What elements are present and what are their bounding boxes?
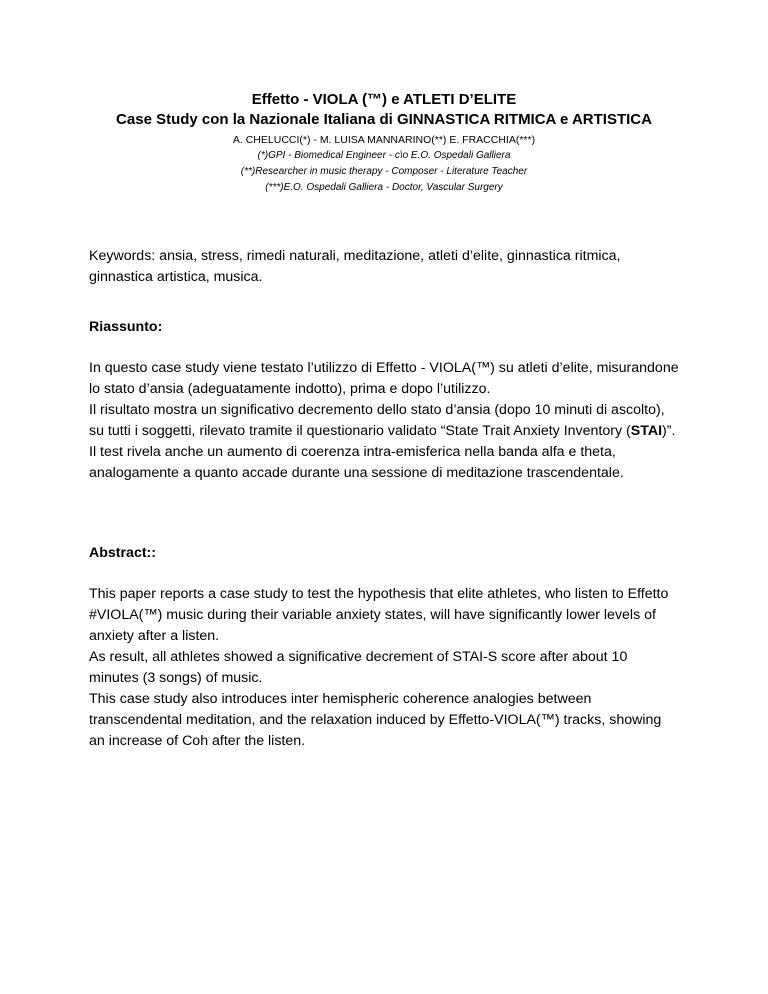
riassunto-line-1: In questo case study viene testato l’utilizzo di Effetto - VIOLA(™) su atleti d’elite, misurandone (89, 360, 679, 376)
abstract-line: transcendental meditation, and the relaxation induced by Effetto-VIOLA(™) tracks, showing (89, 712, 662, 728)
riassunto-line-4-post: )”. (662, 423, 676, 439)
affiliation-3: (***)E.O. Ospedali Galliera - Doctor, Vascular Surgery (265, 182, 503, 193)
abstract-title: Abstract:: (89, 545, 157, 561)
paper-header (0, 90, 768, 196)
abstract-line: #VIOLA(™) music during their variable anxiety states, will have significantly lower levels of (89, 607, 656, 623)
riassunto-line-3: Il risultato mostra un significativo decremento dello stato d’ansia (dopo 10 minuti di ascolto), (89, 402, 665, 418)
keywords-section (89, 246, 689, 288)
abstract-line: This paper reports a case study to test the hypothesis that elite athletes, who listen to Effetto (89, 586, 669, 602)
paper-title: Effetto - VIOLA (™) e ATLETI D’ELITE (251, 91, 517, 108)
stai-acronym: STAI (630, 423, 663, 439)
paper-subtitle: Case Study con la Nazionale Italiana di GINNASTICA RITMICA e ARTISTICA (116, 111, 652, 128)
riassunto-line-2: lo stato d’ansia (adeguatamente indotto), prima e dopo l’utilizzo. (89, 381, 491, 397)
abstract-line: minutes (3 songs) of music. (89, 670, 263, 686)
riassunto-title: Riassunto: (89, 319, 163, 335)
riassunto-line-6: analogamente a quanto accade durante una sessione di meditazione trascendentale. (89, 465, 624, 481)
abstract-heading (89, 543, 689, 564)
abstract-line: an increase of Coh after the listen. (89, 733, 306, 749)
affiliation-2: (**)Researcher in music therapy - Composer - Literature Teacher (240, 166, 528, 177)
riassunto-body (89, 358, 689, 484)
abstract-line: As result, all athletes showed a significative decrement of STAI-S score after about 10 (89, 649, 628, 665)
author-list: A. CHELUCCI(*) - M. LUISA MANNARINO(**) E. FRACCHIA(***) (232, 134, 536, 146)
affiliation-1: (*)GPI - Biomedical Engineer - c\o E.O. Ospedali Galliera (257, 150, 511, 161)
riassunto-line-5: Il test rivela anche un aumento di coerenza intra-emisferica nella banda alfa e theta, (89, 444, 616, 460)
keywords-line-1: Keywords: ansia, stress, rimedi naturali, meditazione, atleti d’elite, ginnastica ritmica, (89, 248, 621, 264)
abstract-body (89, 584, 689, 752)
riassunto-line-4 (89, 421, 689, 442)
keywords-line-2: ginnastica artistica, musica. (89, 269, 263, 285)
abstract-line: anxiety after a listen. (89, 628, 220, 644)
riassunto-heading (89, 317, 689, 338)
riassunto-line-4-pre: su tutti i soggetti, rilevato tramite il questionario validato “State Trait Anxiety Inventory ( (89, 423, 631, 439)
abstract-line: This case study also introduces inter hemispheric coherence analogies between (89, 691, 592, 707)
